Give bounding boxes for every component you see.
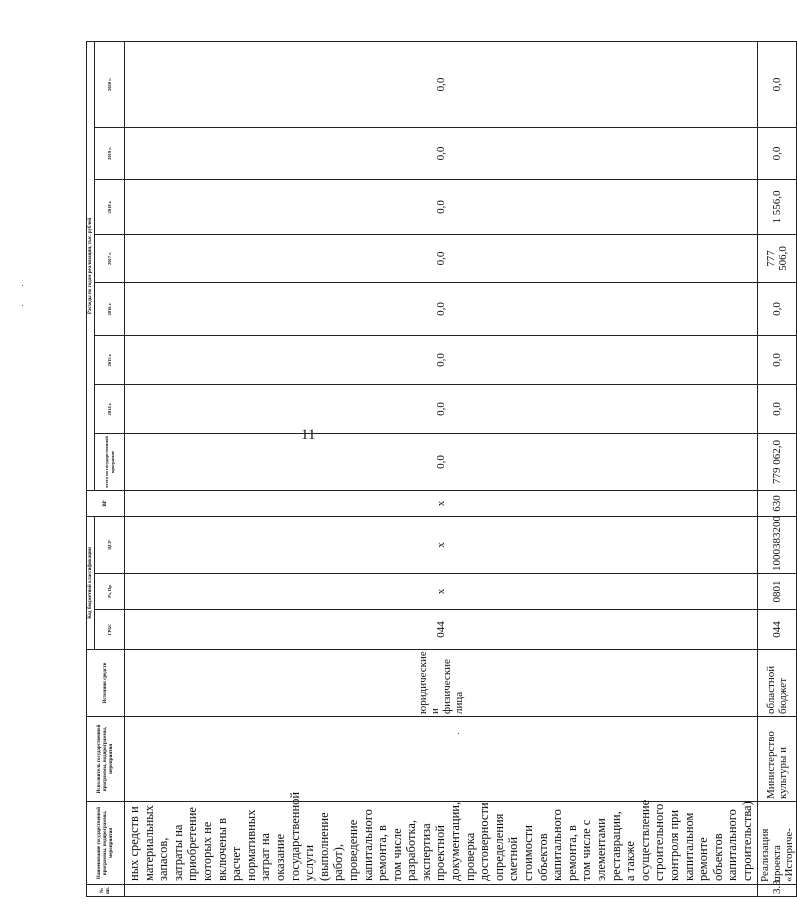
header-rzpr: Рз, Пр: [95, 574, 125, 610]
row-2017: 777 506,0: [757, 234, 796, 282]
row-2015: 0,0: [757, 335, 796, 384]
header-num: № пп.: [87, 885, 125, 897]
header-year-2018: 2018 г.: [95, 179, 125, 234]
row-name: Реализация проекта «Историче-: [757, 802, 796, 885]
header-total: всего по государственной программе: [95, 433, 125, 490]
header-name: Наименование государственной программы, подпрограммы, мероприятия: [87, 802, 125, 885]
row-csr: 1000383200: [757, 516, 796, 573]
header-year-2015: 2015 г.: [95, 335, 125, 384]
row-rzpr: x: [125, 574, 758, 610]
header-source: Источник средств: [87, 650, 125, 717]
header-budget-code: Код бюджетной классификации: [87, 516, 95, 649]
row-2018: 1 556,0: [757, 179, 796, 234]
row-executor: [125, 717, 758, 802]
row-num: [125, 885, 758, 897]
row-grbs: 044: [125, 610, 758, 650]
row-2016: 0,0: [757, 282, 796, 335]
row-num: 3.3.: [757, 885, 796, 897]
row-source: областной бюджет: [757, 650, 796, 717]
scan-speck: [22, 305, 23, 306]
header-csr: ЦСР: [95, 516, 125, 573]
row-2020: 0,0: [757, 41, 796, 127]
header-row-1: [87, 41, 95, 896]
row-vr: 630: [757, 490, 796, 516]
header-year-2016: 2016 г.: [95, 282, 125, 335]
row-2017: 0,0: [125, 234, 758, 282]
row-grbs: 044: [757, 610, 796, 650]
header-year-2019: 2019 г.: [95, 127, 125, 179]
page-number: 11: [301, 427, 316, 443]
row-2018: 0,0: [125, 179, 758, 234]
row-rzpr: 0801: [757, 574, 796, 610]
row-2014: 0,0: [125, 384, 758, 433]
rotated-table-wrapper: [86, 42, 795, 897]
header-executor: Исполнитель государственной программы, подпрограммы, мероприятия: [87, 717, 125, 802]
row-total: 0,0: [125, 433, 758, 490]
header-year-2014: 2014 г.: [95, 384, 125, 433]
table-row: [125, 41, 758, 896]
scan-speck: [22, 285, 23, 286]
row-2016: 0,0: [125, 282, 758, 335]
row-2019: 0,0: [757, 127, 796, 179]
row-name: ных средств и материальных запасов, затраты на приобретение которых не включены в расчет нормативных затрат на оказание государственной услуги (выполнение работ), проведение капитального ремонта, в том числе разработка, экспертиза проектной документации, проверка достоверности определения сметной стоимости объектов капитального ремонта, в том числе с элементами реставрации, а также осуществление строительного контроля при капитальном ремонте объектов капитального строительства): [125, 802, 758, 885]
header-expenses: Расходы по годам реализации, тыс. рублей: [87, 41, 95, 490]
header-vr: ВР: [87, 490, 125, 516]
row-vr: x: [125, 490, 758, 516]
row-total: 779 062,0: [757, 433, 796, 490]
table-row: [757, 41, 796, 896]
row-2020: 0,0: [125, 41, 758, 127]
row-2014: 0,0: [757, 384, 796, 433]
header-year-2017: 2017 г.: [95, 234, 125, 282]
row-2019: 0,0: [125, 127, 758, 179]
header-grbs: ГРБС: [95, 610, 125, 650]
budget-table: [86, 41, 797, 897]
row-2015: 0,0: [125, 335, 758, 384]
row-source: юридические и физические лица: [125, 650, 758, 717]
row-csr: x: [125, 516, 758, 573]
header-year-2020: 2020 г.: [95, 41, 125, 127]
row-executor: Министерство культуры и: [757, 717, 796, 802]
